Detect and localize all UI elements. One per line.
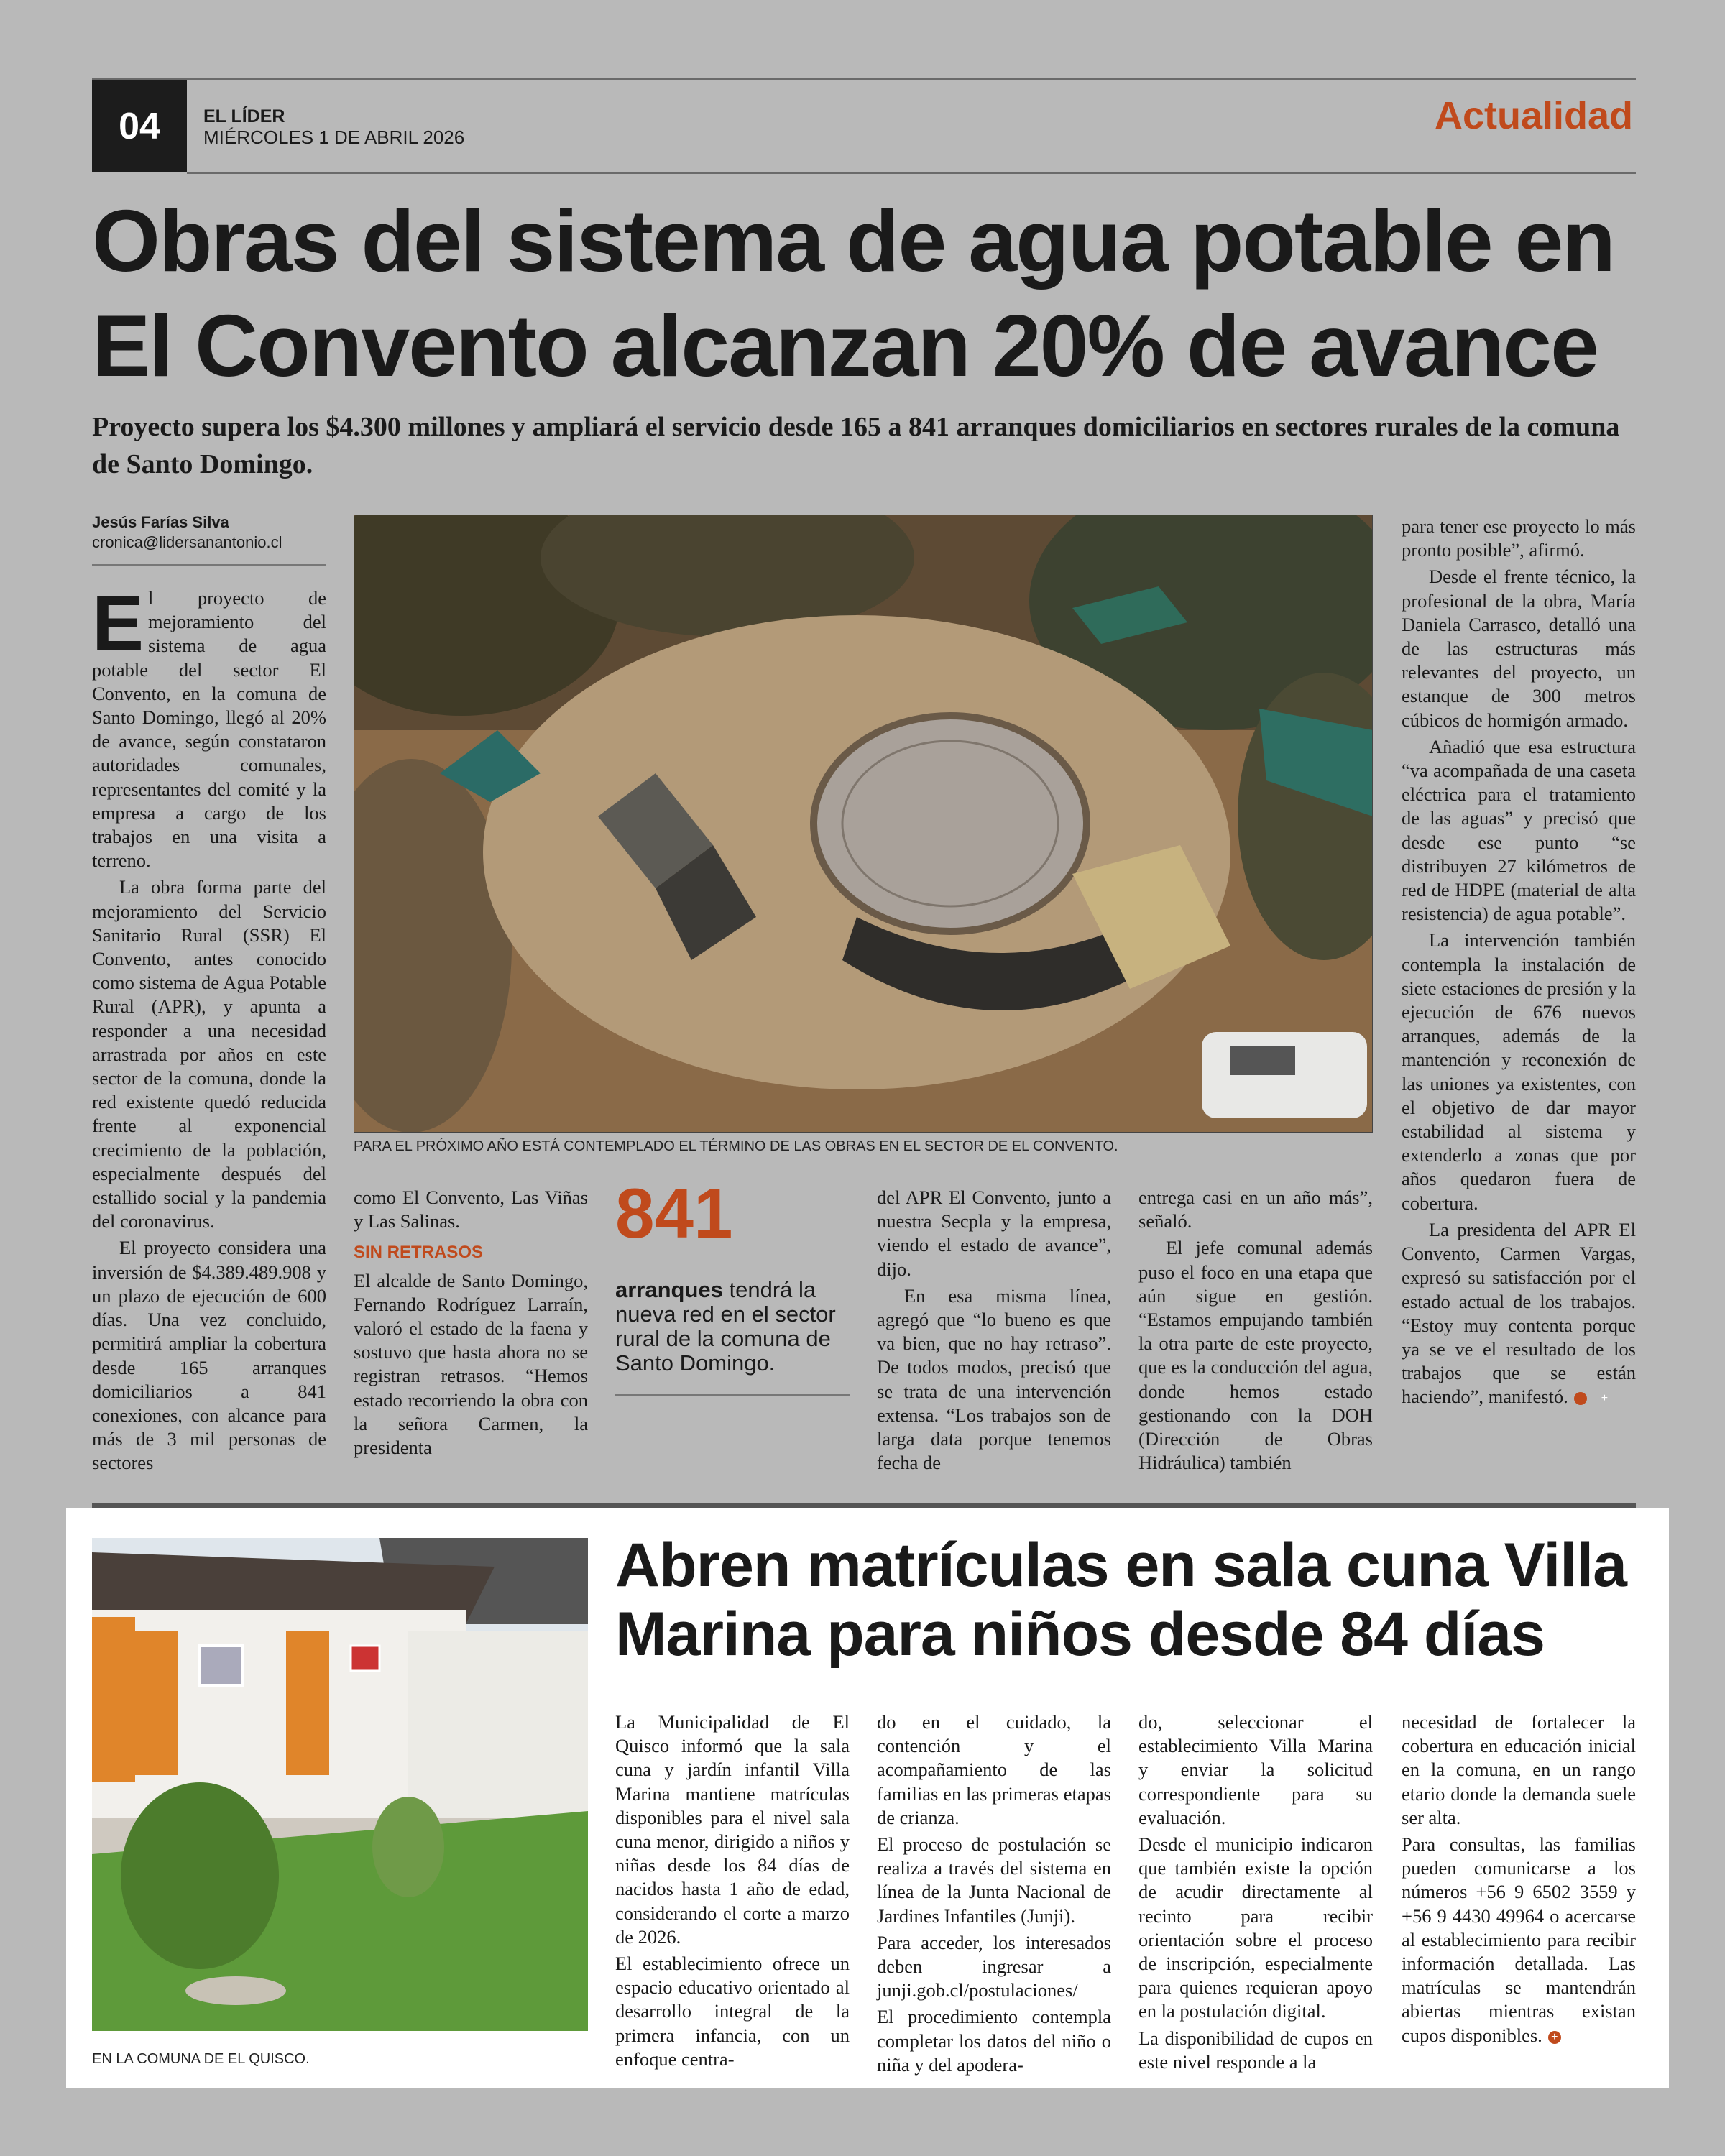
paragraph: para tener ese proyecto lo más pronto posible”, afirmó. xyxy=(1402,515,1636,561)
paragraph: La intervención también contempla la instalación de siete estaciones de presión y la ejecución de 676 nuevos arranques, además de la mantención y reconexión de las uniones ya existentes, con el objetivo de dar mayor estabilidad al sistema y extenderlo a zonas que por años quedaron fuera de cobertura. xyxy=(1402,929,1636,1214)
photo-caption: PARA EL PRÓXIMO AÑO ESTÁ CONTEMPLADO EL TÉRMINO DE LAS OBRAS EN EL SECTOR DE EL CONVENTO. xyxy=(354,1138,1118,1154)
article-deck: Proyecto supera los $4.300 millones y ampliará el servicio desde 165 a 841 arranques domiciliarios en sectores rurales de la comuna de Santo Domingo. xyxy=(92,412,1620,479)
paragraph: La disponibilidad de cupos en este nivel responde a la xyxy=(1138,2027,1373,2073)
article-column-3 xyxy=(877,1186,1111,1478)
paragraph: La obra forma parte del mejoramiento del Servicio Sanitario Rural (SSR) El Convento, antes conocido como sistema de Agua Potable Rural (APR), y apunta a responder a una necesidad arrastrada por años en este sector de la comuna, donde la red existente quedó reducida frente al exponencial crecimiento de la población, especialmente después del estallido social y la pandemia del coronavirus. xyxy=(92,876,326,1233)
construction-photo xyxy=(354,515,1373,1133)
header-rule xyxy=(187,172,1636,174)
nursery-photo-caption: EN LA COMUNA DE EL QUISCO. xyxy=(92,2051,310,2067)
paragraph: l proyecto de mejoramiento del sistema de agua potable del sector El Convento, en la comuna de Santo Domingo, llegó al 20% de avance, según constataron autoridades comunales, representantes del comité y la empresa a cargo de los trabajos en una visita a terreno. xyxy=(92,587,326,872)
paragraph: necesidad de fortalecer la cobertura en educación inicial en la comuna, en un rango etario donde la demanda suele ser alta. xyxy=(1402,1711,1636,1828)
paragraph: El establecimiento ofrece un espacio educativo orientado al desarrollo integral de la primera infancia, con un enfoque centra- xyxy=(615,1953,850,2070)
paragraph: do, seleccionar el establecimiento Villa Marina y enviar la solicitud correspondiente para su evaluación. xyxy=(1138,1711,1373,1828)
article2-column-4 xyxy=(1402,1710,1636,2050)
paragraph: El proyecto considera una inversión de $4.389.489.908 y un plazo de ejecución de 600 días. Una vez concluido, permitirá ampliar la cobertura desde 165 arranques domiciliarios a 841 conexiones, con alcance para más de 3 mil personas de sectores xyxy=(92,1237,326,1474)
highlight-rule xyxy=(615,1394,850,1396)
article-column-5 xyxy=(1402,515,1636,1412)
author-name: Jesús Farías Silva xyxy=(92,513,229,531)
highlight-rest: tendrá la nueva red en el sector rural de la comuna de Santo Domingo. xyxy=(615,1277,836,1376)
article-column-2 xyxy=(354,1186,588,1462)
paragraph: La presidenta del APR El Convento, Carmen Vargas, expresó su satisfacción por el estado actual de los trabajos. “Estoy muy contenta porque ya se ve el resultado de los trabajos que se están haciendo”, manifestó. xyxy=(1402,1218,1636,1408)
paragraph: El alcalde de Santo Domingo, Fernando Rodríguez Larraín, valoró el estado de la faena y sostuvo que hasta ahora no se registran retrasos. “Hemos estado recorriendo la obra con la señora Carmen, la presidenta xyxy=(354,1269,588,1459)
section-label: Actualidad xyxy=(1434,94,1633,137)
end-mark-icon: + xyxy=(1574,1392,1587,1405)
paragraph: Para acceder, los interesados deben ingresar a junji.gob.cl/postulaciones/ xyxy=(877,1931,1111,2001)
paragraph: En esa misma línea, agregó que “lo bueno es que va bien, que no hay retraso”. De todos modos, precisó que se trata de una intervención extensa. “Los trabajos son de larga data porque tenemos fecha de xyxy=(877,1284,1111,1474)
subhead: SIN RETRASOS xyxy=(354,1243,484,1263)
highlight-text xyxy=(615,1278,852,1376)
paragraph: Añadió que esa estructura “va acompañada de una caseta eléctrica para el tratamiento de las aguas” y precisó que desde ese punto “se distribuyen 27 kilómetros de red de HDPE (material de alta resistencia) de agua potable”. xyxy=(1402,735,1636,925)
paragraph: El jefe comunal además puso el foco en una etapa que aún sigue en gestión. “Estamos empujando también la otra parte de este proyecto, que es la conducción del agua, donde hemos estado gestionando con la DOH (Dirección de Obras Hidráulica) también xyxy=(1138,1237,1373,1474)
paragraph: do en el cuidado, la contención y el acompañamiento de las familias en las primeras etapas de crianza. xyxy=(877,1711,1111,1828)
article-column-1 xyxy=(92,579,326,1478)
nursery-building-image xyxy=(92,1538,588,2031)
top-rule xyxy=(92,78,1636,80)
paragraph: El procedimiento contempla completar los datos del niño o niña y del apodera- xyxy=(877,2006,1111,2076)
paragraph: Desde el frente técnico, la profesional de la obra, María Daniela Carrasco, detalló una de las estructuras más relevantes del proyecto, un estanque de 300 metros cúbicos de hormigón armado. xyxy=(1402,566,1636,731)
paper-name: EL LÍDER xyxy=(203,106,285,126)
issue-date: MIÉRCOLES 1 DE ABRIL 2026 xyxy=(203,126,465,148)
paragraph: La Municipalidad de El Quisco informó que la sala cuna y jardín infantil Villa Marina mantiene matrículas disponibles para el nivel sala cuna menor, dirigido a niños y niñas desde los 84 días de nacidos hasta 1 año de edad, considerando el corte a marzo de 2026. xyxy=(615,1711,850,1948)
highlight-number: 841 xyxy=(615,1174,733,1253)
paragraph: El proceso de postulación se realiza a través del sistema en línea de la Junta Nacional de Jardines Infantiles (Junji). xyxy=(877,1833,1111,1927)
nursery-photo xyxy=(92,1538,588,2031)
paragraph: del APR El Convento, junto a nuestra Secpla y la empresa, viendo el estado de avance”, dijo. xyxy=(877,1187,1111,1280)
article2-column-3 xyxy=(1138,1710,1373,2077)
paragraph: entrega casi en un año más”, señaló. xyxy=(1138,1187,1373,1233)
byline-rule xyxy=(92,564,326,566)
article-column-4 xyxy=(1138,1186,1373,1478)
paragraph: Para consultas, las familias pueden comunicarse a los números +56 9 6502 3559 y +56 9 4430 49964 o acercarse al establecimiento para recibir información detallada. Las matrículas se mantendrán abiertas mientras existan cupos disponibles. xyxy=(1402,1833,1636,2046)
paragraph: como El Convento, Las Viñas y Las Salinas. xyxy=(354,1187,588,1233)
drop-cap: E xyxy=(92,579,144,666)
paragraph: Desde el municipio indicaron que también existe la opción de acudir directamente al recinto para recibir orientación sobre el proceso de inscripción, especialmente para quienes requieran apoyo en la postulación digital. xyxy=(1138,1833,1373,2022)
article-headline: Obras del sistema de agua potable en El Convento alcanzan 20% de avance xyxy=(92,192,1614,395)
article2-headline: Abren matrículas en sala cuna Villa Marina para niños desde 84 días xyxy=(615,1531,1627,1669)
page-number: 04 xyxy=(92,80,187,172)
highlight-bold: arranques xyxy=(615,1277,723,1302)
article2-column-1 xyxy=(615,1710,850,2074)
end-mark-icon: + xyxy=(1548,2031,1561,2044)
construction-aerial-image xyxy=(354,515,1373,1133)
article2-column-2 xyxy=(877,1710,1111,2080)
author-email: cronica@lidersanantonio.cl xyxy=(92,533,282,551)
